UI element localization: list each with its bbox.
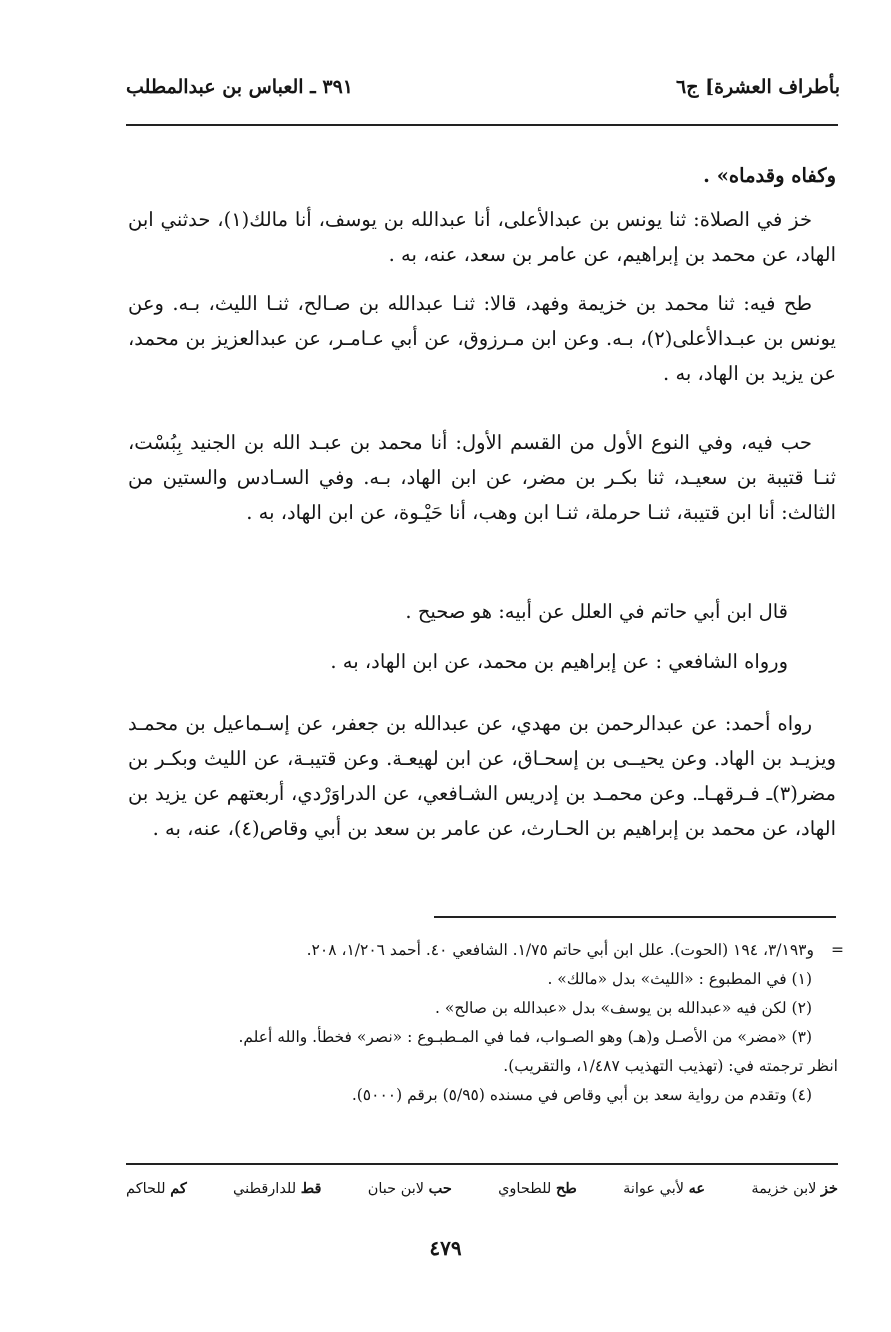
main-text-block-1 bbox=[128, 202, 836, 272]
paragraph: حب فيه، وفي النوع الأول من القسم الأول: أنا محمد بن عبـد الله بن الجنيد بِبُسْت، ثنـا قتيبة بن سعيـد، ثنا بكـر بن مضر، عن ابن الهاد، بـه. وفي السـادس والستين من الثالث: أنا ابن قتيبة، ثنـا حرملة، ثنـا ابن وهب، أنا حَيْـوة، عن ابن الهاد، به . bbox=[128, 431, 836, 524]
abbreviation-item: حب لابن حبان bbox=[367, 1180, 452, 1197]
main-text-block-6 bbox=[128, 706, 836, 846]
page-number: ٤٧٩ bbox=[429, 1236, 462, 1260]
paragraph: رواه أحمد: عن عبدالرحمن بن مهدي، عن عبدالله بن جعفر، عن إسـماعيل بن محمـد ويزيـد بن الهاد. وعن يحيــى بن إسحـاق، عن ابن لهيعـة. وعن قتيبـة، عن الليث وبكـر بن مضر(٣)ـ فـرقهـاـ. وعن محمـد بن إدريس الشـافعي، عن الدراوَرْدي، أربعتهم عن يزيد بن الهاد، عن محمد بن إبراهيم بن الحـارث، عن عامر بن سعد بن أبي وقاص(٤)، عنه، به . bbox=[128, 712, 836, 840]
abbreviation-item: كم للحاكم bbox=[126, 1180, 187, 1197]
abbreviation-key bbox=[126, 1180, 838, 1197]
abbreviation-item: عه لأبي عوانة bbox=[623, 1180, 706, 1197]
main-text-block-2 bbox=[128, 286, 836, 391]
footnote: و٣/١٩٣، ١٩٤ (الحوت). علل ابن أبي حاتم ١/٧٥. الشافعي ٤٠. أحمد ١/٢٠٦، ٢٠٨. bbox=[306, 941, 814, 959]
footnote: (٣) «مضر» من الأصـل و(هـ) وهو الصـواب، فما في المـطبـوع : «نصر» فخطأ. والله أعلم. bbox=[238, 1028, 812, 1046]
footnote: (١) في المطبوع : «الليث» بدل «مالك» . bbox=[547, 970, 812, 988]
footnote: (٢) لكن فيه «عبدالله بن يوسف» بدل «عبدالله بن صالح» . bbox=[434, 999, 812, 1017]
paragraph: قال ابن أبي حاتم في العلل عن أبيه: هو صحيح . bbox=[405, 600, 788, 623]
abbreviation-item: خز لابن خزيمة bbox=[751, 1180, 838, 1197]
footnote: انظر ترجمته في: (تهذيب التهذيب ١/٤٨٧، والتقريب). bbox=[503, 1057, 838, 1075]
main-text bbox=[128, 158, 836, 193]
header-rule bbox=[126, 124, 838, 126]
footnotes bbox=[126, 936, 844, 1110]
running-header bbox=[126, 76, 840, 110]
abbreviation-item: قط للدارقطني bbox=[233, 1180, 322, 1197]
paragraph: وكفاه وقدماه» . bbox=[703, 164, 836, 187]
book-title: بأطراف العشرة] ج٦ bbox=[676, 76, 840, 98]
abbreviation-item: طح للطحاوي bbox=[498, 1180, 577, 1197]
paragraph: ورواه الشافعي : عن إبراهيم بن محمد، عن ابن الهاد، به . bbox=[330, 650, 788, 673]
footnote: (٤) وتقدم من رواية سعد بن أبي وقاص في مسنده (٥/٩٥) برقم (٥٠٠٠). bbox=[351, 1086, 812, 1104]
continuation-marker: = bbox=[831, 941, 844, 959]
main-text-block-5 bbox=[128, 644, 836, 679]
section-title: ٣٩١ ـ العباس بن عبدالمطلب bbox=[126, 76, 353, 98]
paragraph: طح فيه: ثنا محمد بن خزيمة وفهد، قالا: ثنـا عبدالله بن صـالح، ثنـا الليث، بـه. وعن يونس بن عبـدالأعلى(٢)، بـه. وعن ابن مـرزوق، عن أبي عـامـر، عن عبدالعزيز بن محمد، عن يزيد بن الهاد، به . bbox=[128, 292, 836, 385]
main-text-block-3 bbox=[128, 425, 836, 530]
paragraph: خز في الصلاة: ثنا يونس بن عبدالأعلى، أنا عبدالله بن يوسف، أنا مالك(١)، حدثني ابن الهاد، عن محمد بن إبراهيم، عن عامر بن سعد، عنه، به . bbox=[128, 208, 836, 266]
footnote-rule bbox=[434, 916, 836, 918]
abbreviation-rule bbox=[126, 1163, 838, 1165]
main-text-block-4 bbox=[128, 594, 836, 629]
